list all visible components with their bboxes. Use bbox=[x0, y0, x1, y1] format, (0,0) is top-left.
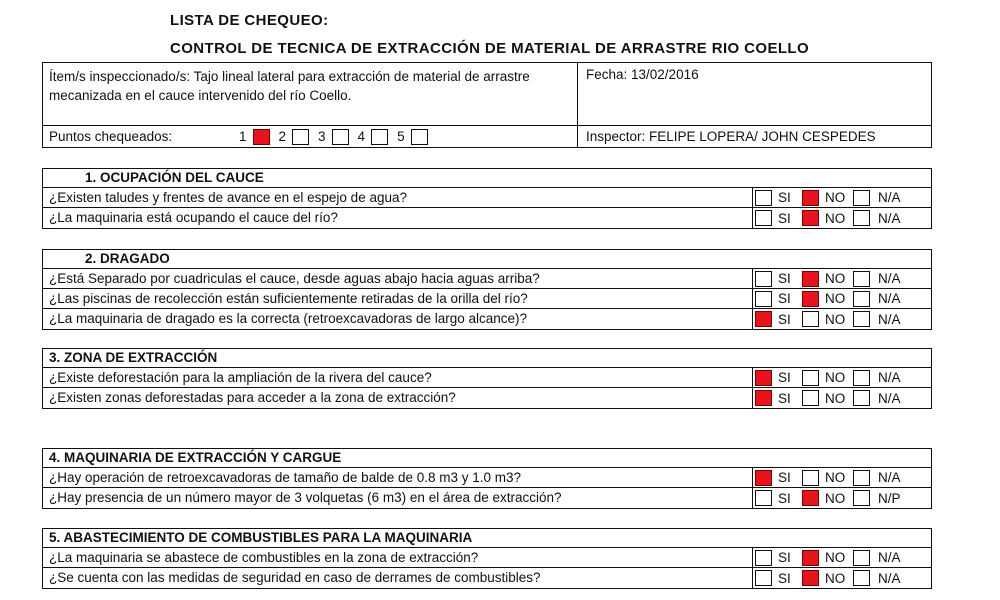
si-checkbox[interactable] bbox=[755, 470, 772, 486]
na-checkbox[interactable] bbox=[853, 490, 870, 506]
option-si bbox=[755, 390, 802, 406]
section-maquinaria-extraccion bbox=[42, 448, 932, 509]
question-row bbox=[43, 289, 931, 309]
section-title: 4. MAQUINARIA DE EXTRACCIÓN Y CARGUE bbox=[43, 449, 931, 468]
no-label: NO bbox=[825, 490, 846, 506]
no-checkbox[interactable] bbox=[802, 190, 819, 206]
na-checkbox[interactable] bbox=[853, 550, 870, 566]
option-na bbox=[853, 311, 912, 327]
no-label: NO bbox=[825, 370, 846, 385]
section-dragado bbox=[42, 249, 932, 330]
question-row bbox=[43, 309, 931, 329]
question-text: ¿La maquinaria se abastece de combustibles en la zona de extracción? bbox=[43, 548, 753, 567]
na-label: N/P bbox=[878, 490, 901, 506]
no-label: NO bbox=[825, 550, 846, 565]
no-checkbox[interactable] bbox=[802, 390, 819, 406]
question-text: ¿La maquinaria de dragado es la correcta (retroexcavadoras de largo alcance)? bbox=[43, 309, 753, 329]
na-label: N/A bbox=[878, 210, 901, 226]
point-checkbox[interactable] bbox=[253, 129, 270, 145]
no-label: NO bbox=[825, 390, 846, 406]
si-checkbox[interactable] bbox=[755, 190, 772, 206]
points-checked-label: Puntos chequeados: bbox=[49, 129, 173, 144]
option-si bbox=[755, 370, 802, 386]
point-number: 1 bbox=[239, 129, 247, 144]
point-checkbox[interactable] bbox=[371, 129, 388, 145]
question-text: ¿La maquinaria está ocupando el cauce del río? bbox=[43, 208, 753, 228]
option-na bbox=[853, 210, 912, 226]
no-checkbox[interactable] bbox=[802, 210, 819, 226]
si-label: SI bbox=[778, 311, 791, 327]
answer-options bbox=[753, 368, 931, 387]
section-abastecimiento-combustibles bbox=[42, 528, 932, 589]
no-checkbox[interactable] bbox=[802, 470, 819, 486]
na-checkbox[interactable] bbox=[853, 370, 870, 386]
option-no bbox=[802, 210, 853, 226]
na-checkbox[interactable] bbox=[853, 271, 870, 287]
answer-options bbox=[753, 468, 931, 487]
no-label: NO bbox=[825, 470, 846, 485]
date-text: Fecha: 13/02/2016 bbox=[578, 63, 931, 126]
na-checkbox[interactable] bbox=[853, 210, 870, 226]
na-checkbox[interactable] bbox=[853, 470, 870, 486]
si-label: SI bbox=[778, 271, 791, 286]
si-checkbox[interactable] bbox=[755, 550, 772, 566]
no-checkbox[interactable] bbox=[802, 291, 819, 307]
option-si bbox=[755, 570, 802, 586]
point-1 bbox=[239, 129, 270, 145]
question-row bbox=[43, 208, 931, 228]
section-title: 5. ABASTECIMIENTO DE COMBUSTIBLES PARA LA MAQUINARIA bbox=[43, 529, 931, 548]
question-row bbox=[43, 368, 931, 388]
no-label: NO bbox=[825, 570, 846, 586]
question-text: ¿Hay presencia de un número mayor de 3 volquetas (6 m3) en el área de extracción? bbox=[43, 488, 753, 508]
si-label: SI bbox=[778, 390, 791, 406]
option-na bbox=[853, 490, 912, 506]
point-number: 5 bbox=[397, 129, 405, 144]
point-checkbox[interactable] bbox=[411, 129, 428, 145]
na-label: N/A bbox=[878, 390, 901, 406]
title-line-1: LISTA DE CHEQUEO: bbox=[170, 12, 329, 29]
no-label: NO bbox=[825, 311, 846, 327]
option-si bbox=[755, 470, 802, 486]
option-si bbox=[755, 311, 802, 327]
option-no bbox=[802, 390, 853, 406]
option-si bbox=[755, 271, 802, 287]
option-no bbox=[802, 490, 853, 506]
point-4 bbox=[358, 129, 389, 145]
si-checkbox[interactable] bbox=[755, 271, 772, 287]
si-checkbox[interactable] bbox=[755, 370, 772, 386]
na-checkbox[interactable] bbox=[853, 291, 870, 307]
question-text: ¿Las piscinas de recolección están suficientemente retiradas de la orilla del río? bbox=[43, 289, 753, 308]
option-na bbox=[853, 370, 912, 386]
na-label: N/A bbox=[878, 370, 901, 385]
section-title: 1. OCUPACIÓN DEL CAUCE bbox=[43, 169, 931, 188]
si-label: SI bbox=[778, 550, 791, 565]
no-label: NO bbox=[825, 210, 846, 226]
point-3 bbox=[318, 129, 349, 145]
question-row bbox=[43, 188, 931, 208]
si-label: SI bbox=[778, 291, 791, 306]
option-no bbox=[802, 271, 853, 287]
question-row bbox=[43, 488, 931, 508]
answer-options bbox=[753, 568, 931, 588]
si-label: SI bbox=[778, 470, 791, 485]
si-checkbox[interactable] bbox=[755, 311, 772, 327]
point-number: 3 bbox=[318, 129, 326, 144]
no-checkbox[interactable] bbox=[802, 370, 819, 386]
answer-options bbox=[753, 208, 931, 228]
si-checkbox[interactable] bbox=[755, 210, 772, 226]
section-ocupacion-cauce bbox=[42, 168, 932, 229]
si-checkbox[interactable] bbox=[755, 390, 772, 406]
option-no bbox=[802, 190, 853, 206]
option-si bbox=[755, 210, 802, 226]
no-label: NO bbox=[825, 190, 846, 205]
option-si bbox=[755, 190, 802, 206]
si-label: SI bbox=[778, 370, 791, 385]
si-checkbox[interactable] bbox=[755, 490, 772, 506]
na-label: N/A bbox=[878, 311, 901, 327]
question-text: ¿Se cuenta con las medidas de seguridad en caso de derrames de combustibles? bbox=[43, 568, 753, 588]
na-label: N/A bbox=[878, 271, 901, 286]
no-label: NO bbox=[825, 291, 846, 306]
na-label: N/A bbox=[878, 470, 901, 485]
si-checkbox[interactable] bbox=[755, 291, 772, 307]
section-title: 2. DRAGADO bbox=[43, 250, 931, 269]
si-label: SI bbox=[778, 570, 791, 586]
option-si bbox=[755, 291, 802, 307]
question-text: ¿Está Separado por cuadriculas el cauce, desde aguas abajo hacia aguas arriba? bbox=[43, 269, 753, 288]
na-checkbox[interactable] bbox=[853, 390, 870, 406]
section-zona-extraccion bbox=[42, 348, 932, 409]
no-label: NO bbox=[825, 271, 846, 286]
no-checkbox[interactable] bbox=[802, 490, 819, 506]
question-row bbox=[43, 269, 931, 289]
question-row bbox=[43, 468, 931, 488]
answer-options bbox=[753, 289, 931, 308]
header-box bbox=[42, 62, 932, 148]
option-na bbox=[853, 291, 912, 307]
no-checkbox[interactable] bbox=[802, 271, 819, 287]
no-checkbox[interactable] bbox=[802, 311, 819, 327]
section-title: 3. ZONA DE EXTRACCIÓN bbox=[43, 349, 931, 368]
question-row bbox=[43, 388, 931, 408]
na-label: N/A bbox=[878, 291, 901, 306]
option-na bbox=[853, 190, 912, 206]
na-label: N/A bbox=[878, 190, 901, 205]
si-checkbox[interactable] bbox=[755, 570, 772, 586]
point-5 bbox=[397, 129, 428, 145]
answer-options bbox=[753, 388, 931, 408]
na-label: N/A bbox=[878, 570, 901, 586]
option-na bbox=[853, 390, 912, 406]
answer-options bbox=[753, 488, 931, 508]
si-label: SI bbox=[778, 190, 791, 205]
option-si bbox=[755, 490, 802, 506]
no-checkbox[interactable] bbox=[802, 550, 819, 566]
option-na bbox=[853, 570, 912, 586]
option-si bbox=[755, 550, 802, 566]
question-text: ¿Existe deforestación para la ampliación de la rivera del cauce? bbox=[43, 368, 753, 387]
option-na bbox=[853, 550, 912, 566]
question-text: ¿Existen taludes y frentes de avance en el espejo de agua? bbox=[43, 188, 753, 207]
question-row bbox=[43, 548, 931, 568]
answer-options bbox=[753, 548, 931, 567]
answer-options bbox=[753, 269, 931, 288]
points-checked-row bbox=[43, 126, 578, 147]
na-label: N/A bbox=[878, 550, 901, 565]
point-number: 2 bbox=[278, 129, 287, 144]
point-checkbox[interactable] bbox=[332, 129, 349, 145]
option-no bbox=[802, 570, 853, 586]
question-row bbox=[43, 568, 931, 588]
question-text: ¿Existen zonas deforestadas para acceder a la zona de extracción? bbox=[43, 388, 753, 408]
inspector-text: Inspector: FELIPE LOPERA/ JOHN CESPEDES bbox=[586, 129, 876, 144]
point-2 bbox=[279, 129, 310, 145]
point-checkbox[interactable] bbox=[292, 129, 309, 145]
option-na bbox=[853, 470, 912, 486]
na-checkbox[interactable] bbox=[853, 190, 870, 206]
option-no bbox=[802, 550, 853, 566]
question-text: ¿Hay operación de retroexcavadoras de tamaño de balde de 0.8 m3 y 1.0 m3? bbox=[43, 468, 753, 487]
si-label: SI bbox=[778, 490, 791, 506]
point-number: 4 bbox=[357, 129, 366, 144]
option-no bbox=[802, 311, 853, 327]
option-na bbox=[853, 271, 912, 287]
option-no bbox=[802, 470, 853, 486]
na-checkbox[interactable] bbox=[853, 311, 870, 327]
option-no bbox=[802, 370, 853, 386]
inspected-items-text: Ítem/s inspeccionado/s: Tajo lineal lateral para extracción de material de arrastre mecanizada en el cauce intervenido del río Coello. bbox=[43, 63, 578, 126]
answer-options bbox=[753, 188, 931, 207]
no-checkbox[interactable] bbox=[802, 570, 819, 586]
answer-options bbox=[753, 309, 931, 329]
na-checkbox[interactable] bbox=[853, 570, 870, 586]
si-label: SI bbox=[778, 210, 791, 226]
option-no bbox=[802, 291, 853, 307]
title-line-2: CONTROL DE TECNICA DE EXTRACCIÓN DE MATERIAL DE ARRASTRE RIO COELLO bbox=[170, 40, 810, 57]
